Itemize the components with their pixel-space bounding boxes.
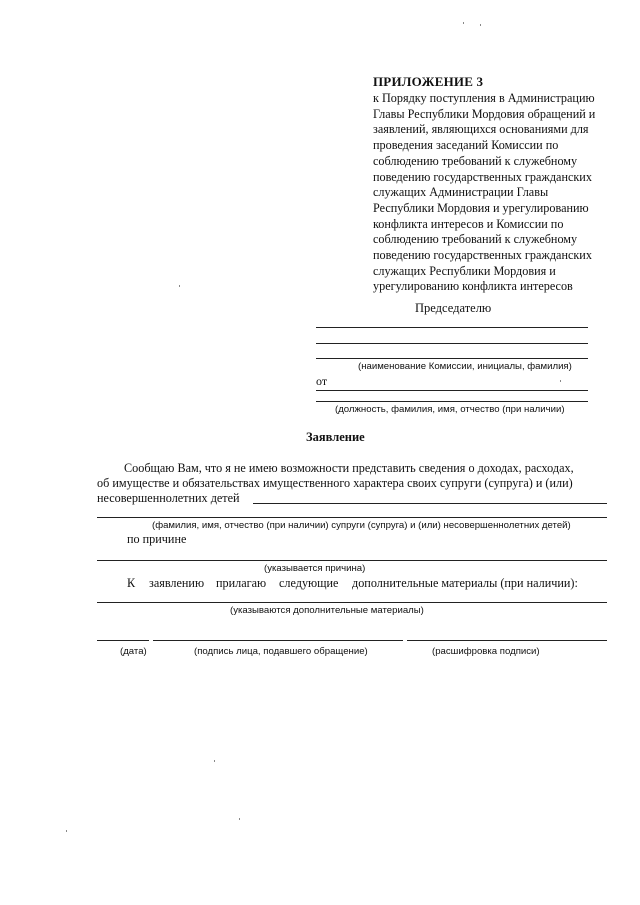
scan-speck — [214, 760, 215, 762]
fill-line — [316, 401, 588, 402]
addressee-to: Председателю — [415, 301, 492, 315]
fill-line — [97, 560, 607, 561]
scan-speck — [480, 24, 481, 26]
statement-line-1: Сообщаю Вам, что я не имею возможности представить сведения о доходах, расходах, — [124, 461, 574, 475]
attach-word: дополнительные материалы (при наличии): — [352, 576, 578, 590]
caption-commission: (наименование Комиссии, инициалы, фамилия) — [358, 361, 572, 372]
appendix-title: ПРИЛОЖЕНИЕ 3 — [373, 74, 484, 89]
caption-family: (фамилия, имя, отчество (при наличии) супруги (супруга) и (или) несовершеннолетних детей) — [152, 520, 571, 531]
caption-decoding: (расшифровка подписи) — [432, 646, 540, 657]
caption-attach: (указываются дополнительные материалы) — [230, 605, 424, 616]
fill-line — [316, 327, 588, 328]
appendix-line: поведению государственных гражданских — [373, 169, 592, 184]
appendix-line: соблюдению требований к служебному — [373, 153, 578, 168]
scan-speck — [463, 22, 464, 24]
statement-title: Заявление — [306, 430, 365, 444]
fill-line — [97, 517, 607, 518]
appendix-line: служащих Администрации Главы — [373, 185, 549, 200]
date-line — [97, 640, 149, 641]
statement-line-3: несовершеннолетних детей — [97, 491, 240, 505]
decoding-line — [407, 640, 607, 641]
scan-speck — [560, 380, 561, 382]
signature-line — [153, 640, 403, 641]
attach-word: следующие — [279, 576, 339, 590]
fill-line — [253, 503, 607, 504]
appendix-line: Главы Республики Мордовия обращений и — [373, 106, 596, 121]
fill-line — [316, 358, 588, 359]
attach-word: заявлению — [149, 576, 205, 590]
appendix-text — [373, 91, 633, 295]
attach-word: прилагаю — [216, 576, 267, 590]
caption-person: (должность, фамилия, имя, отчество (при наличии) — [335, 404, 565, 415]
attach-word: К — [127, 576, 136, 590]
caption-reason: (указывается причина) — [264, 563, 366, 574]
scan-speck — [239, 818, 240, 820]
fill-line — [316, 390, 588, 391]
appendix-line: урегулированию конфликта интересов — [373, 279, 573, 294]
reason-prefix: по причине — [127, 532, 187, 546]
appendix-line: соблюдению требований к служебному — [373, 232, 578, 247]
appendix-line: Республики Мордовия и урегулированию — [373, 200, 589, 215]
appendix-line: поведению государственных гражданских — [373, 248, 592, 263]
scan-speck — [179, 285, 180, 287]
scan-speck — [66, 830, 67, 832]
appendix-line: конфликта интересов и Комиссии по — [373, 216, 564, 231]
caption-date: (дата) — [120, 646, 147, 657]
appendix-line: служащих Республики Мордовия и — [373, 263, 556, 278]
addressee-from: от — [316, 374, 328, 388]
appendix-line: проведения заседаний Комиссии по — [373, 138, 559, 153]
fill-line — [316, 343, 588, 344]
appendix-line: заявлений, являющихся основаниями для — [373, 122, 589, 137]
fill-line — [97, 602, 607, 603]
caption-signature: (подпись лица, подавшего обращение) — [194, 646, 368, 657]
appendix-line: к Порядку поступления в Администрацию — [373, 91, 595, 105]
statement-line-2: об имуществе и обязательствах имущественного характера своих супруги (супруга) и (или) — [97, 476, 573, 490]
